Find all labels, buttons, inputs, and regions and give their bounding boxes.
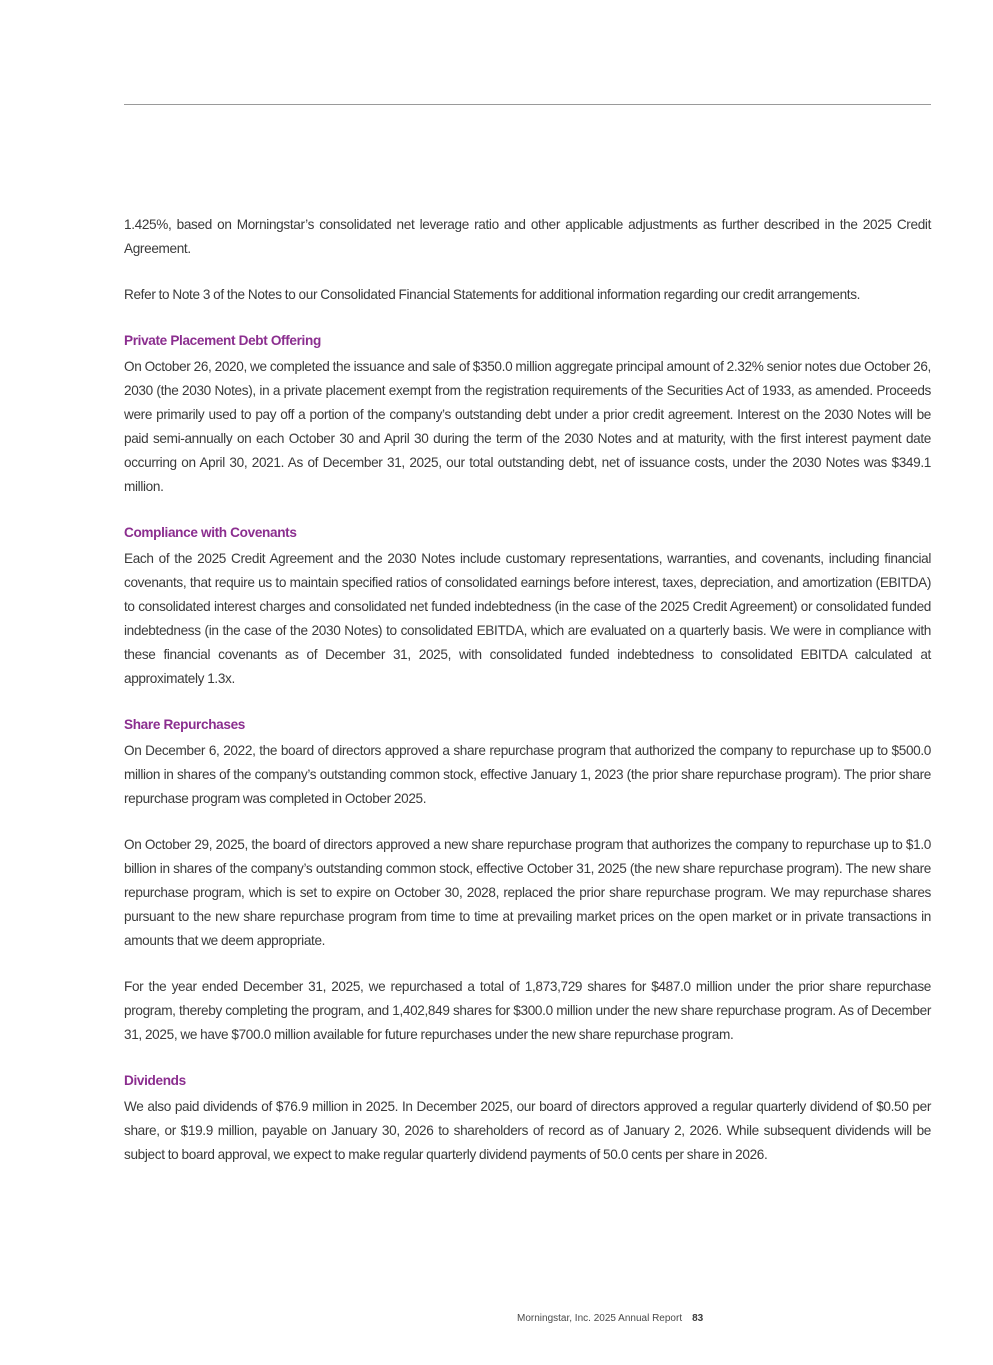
new-repurchase-program-paragraph: On October 29, 2025, the board of directors approved a new share repurchase program that authorizes the company to repurchase up to $1.0 billion in shares of the company’s outstanding common stock, effective October 31, 2025 (the new share repurchase program). The new share repurchase program, which is set to expire on October 30, 2028, replaced the prior share repurchase program. We may repurchase shares pursuant to the new share repurchase program from time to time at prevailing market prices on the open market or in private transactions in amounts that we deem appropriate. <box>124 837 931 948</box>
credit-agreement-continuation-paragraph: 1.425%, based on Morningstar’s consolidated net leverage ratio and other applicable adjustments as further described in the 2025 Credit Agreement. <box>124 217 931 256</box>
footer-report-title: Morningstar, Inc. 2025 Annual Report <box>517 1313 683 1324</box>
section-heading-share-repurchases: Share Repurchases <box>124 717 245 732</box>
page-footer <box>517 1313 703 1324</box>
header-rule <box>124 104 931 105</box>
compliance-covenants-paragraph: Each of the 2025 Credit Agreement and the 2030 Notes include customary representations, warranties, and covenants, including financial covenants, that require us to maintain specified ratios of consolidated earnings before interest, taxes, depreciation, and amortization (EBITDA) to consolidated interest charges and consolidated net funded indebtedness (in the case of the 2025 Credit Agreement) or consolidated funded indebtedness (in the case of the 2030 Notes) to consolidated EBITDA, which are evaluated on a quarterly basis. We were in compliance with these financial covenants as of December 31, 2025, with consolidated funded indebtedness to consolidated EBITDA calculated at approximately 1.3x. <box>124 551 931 686</box>
private-placement-paragraph: On October 26, 2020, we completed the issuance and sale of $350.0 million aggregate principal amount of 2.32% senior notes due October 26, 2030 (the 2030 Notes), in a private placement exempt from the registration requirements of the Securities Act of 1933, as amended. Proceeds were primarily used to pay off a portion of the company’s outstanding debt under a prior credit agreement. Interest on the 2030 Notes will be paid semi-annually on each October 30 and April 30 during the term of the 2030 Notes and at maturity, with the first interest payment date occurring on April 30, 2021. As of December 31, 2025, our total outstanding debt, net of issuance costs, under the 2030 Notes was $349.1 million. <box>124 359 931 494</box>
section-heading-private-placement: Private Placement Debt Offering <box>124 333 321 348</box>
credit-arrangements-note-paragraph: Refer to Note 3 of the Notes to our Consolidated Financial Statements for additional information regarding our credit arrangements. <box>124 287 861 302</box>
prior-repurchase-program-paragraph: On December 6, 2022, the board of directors approved a share repurchase program that authorized the company to repurchase up to $500.0 million in shares of the company’s outstanding common stock, effective January 1, 2023 (the prior share repurchase program). The prior share repurchase program was completed in October 2025. <box>124 743 931 806</box>
page-number: 83 <box>692 1313 704 1324</box>
section-heading-compliance-covenants: Compliance with Covenants <box>124 525 297 540</box>
section-heading-dividends: Dividends <box>124 1073 186 1088</box>
dividends-paragraph: We also paid dividends of $76.9 million in 2025. In December 2025, our board of directors approved a regular quarterly dividend of $0.50 per share, or $19.9 million, payable on January 30, 2026 to shareholders of record as of January 2, 2026. While subsequent dividends will be subject to board approval, we expect to make regular quarterly dividend payments of 50.0 cents per share in 2026. <box>124 1099 931 1162</box>
page-body <box>124 213 931 1189</box>
repurchase-activity-paragraph: For the year ended December 31, 2025, we repurchased a total of 1,873,729 shares for $487.0 million under the prior share repurchase program, thereby completing the program, and 1,402,849 shares for $300.0 million under the new share repurchase program. As of December 31, 2025, we have $700.0 million available for future repurchases under the new share repurchase program. <box>124 979 931 1042</box>
